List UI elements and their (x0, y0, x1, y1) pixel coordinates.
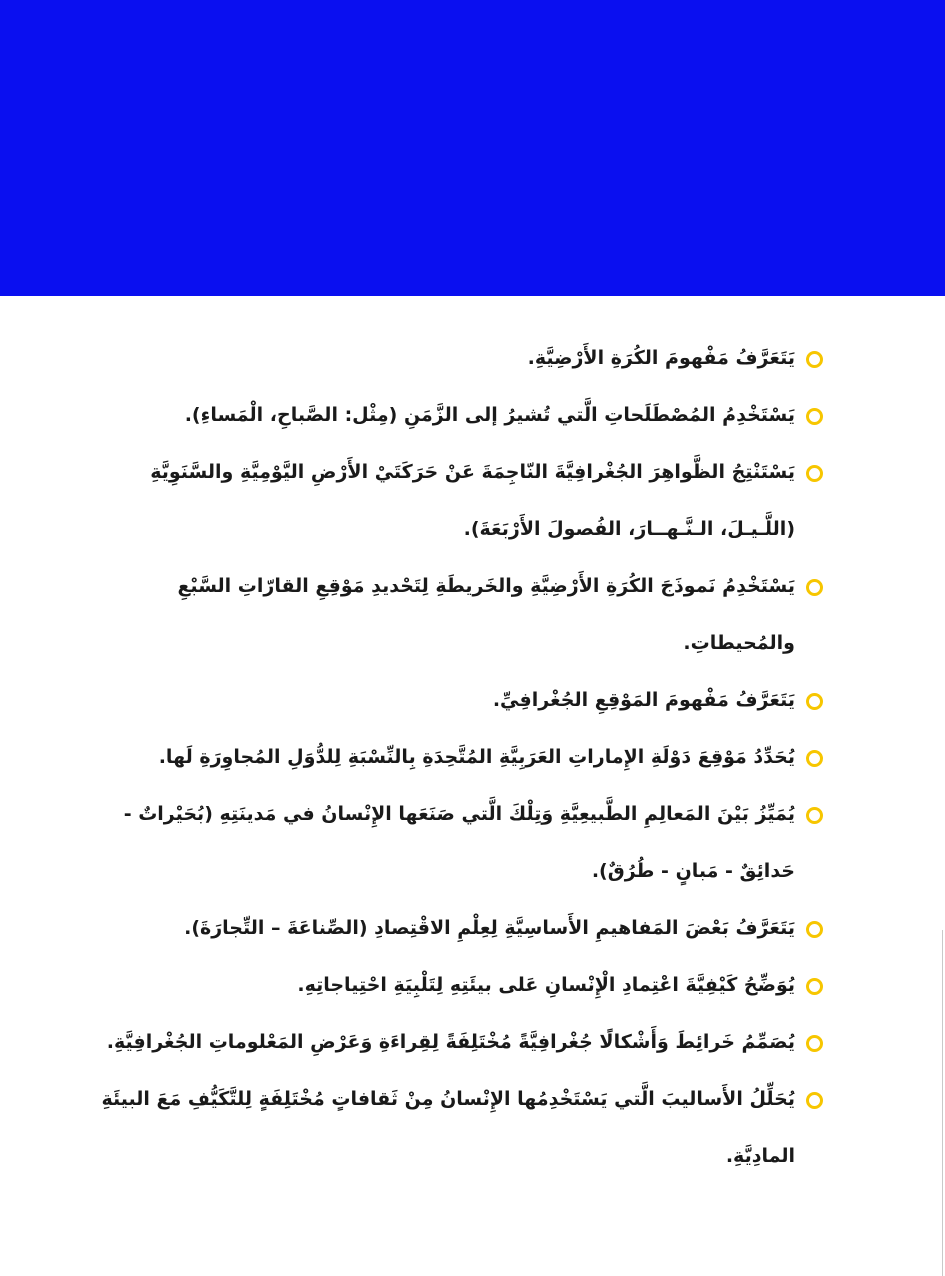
objective-item (95, 900, 823, 957)
circle-bullet-icon (806, 351, 823, 368)
circle-bullet-icon (806, 693, 823, 710)
objective-item (95, 558, 823, 672)
objective-text: يَتَعَرَّفُ بَعْضَ المَفاهيمِ الأَساسِيَّةِ لِعِلْمِ الاقْتِصادِ (الصِّناعَةَ – التِّجارَةَ). (184, 917, 795, 939)
objective-item (95, 387, 823, 444)
objective-text: يَتَعَرَّفُ مَفْهومَ المَوْقِعِ الجُغْرافِيِّ. (492, 689, 795, 711)
circle-bullet-icon (806, 750, 823, 767)
objective-text: يُوَضِّحُ كَيْفِيَّةَ اعْتِمادِ الْإِنْسانِ عَلى بيئَتِهِ لِتَلْبِيَةِ احْتِياجاتِهِ. (297, 974, 795, 996)
objectives-list (95, 330, 823, 1185)
circle-bullet-icon (806, 579, 823, 596)
objective-text: يُحَلِّلُ الأَساليبَ الَّتي يَسْتَخْدِمُها الإِنْسانُ مِنْ ثَقافاتٍ مُخْتَلِفَةٍ لِلتَّكَيُّفِ مَعَ البيئَةِ المادِيَّةِ. (101, 1088, 795, 1167)
objective-text: يُصَمِّمُ خَرائِطَ وَأَشْكالًا جُغْرافِيَّةً مُخْتَلِفَةً لِقِراءَةِ وَعَرْضِ المَعْلوماتِ الجُغْرافِيَّةِ. (106, 1031, 795, 1053)
objective-item (95, 1071, 823, 1185)
objective-item (95, 672, 823, 729)
objective-text: يَسْتَخْدِمُ نَموذَجَ الكُرَةِ الأَرْضِيَّةِ والخَريطَةِ لِتَحْديدِ مَوْقِعِ القارّاتِ السَّبْعِ والمُحيطاتِ. (177, 575, 795, 654)
circle-bullet-icon (806, 921, 823, 938)
objective-item (95, 1014, 823, 1071)
objective-text: يَسْتَخْدِمُ المُصْطَلَحاتِ الَّتي تُشيرُ إلى الزَّمَنِ (مِثْل: الصَّباحِ، الْمَساءِ). (184, 404, 795, 426)
objective-text: يُمَيِّزُ بَيْنَ المَعالِمِ الطَّبيعِيَّةِ وَتِلْكَ الَّتي صَنَعَها الإِنْسانُ في مَدينَتِهِ (بُحَيْراتٌ - حَدائِقٌ - مَبانٍ - طُرُقٌ). (123, 803, 795, 882)
circle-bullet-icon (806, 465, 823, 482)
objective-item (95, 330, 823, 387)
header-band (0, 0, 945, 296)
circle-bullet-icon (806, 408, 823, 425)
circle-bullet-icon (806, 1092, 823, 1109)
objective-item (95, 729, 823, 786)
objective-text: يَسْتَنْتِجُ الظَّواهِرَ الجُغْرافِيَّةَ النّاجِمَةَ عَنْ حَرَكَتَيْ الأَرْضِ اليَّوْمِيَّةِ والسَّنَوِيَّةِ (اللَّـيـلَ، الـنَّـهــارَ، الفُصولَ الأَرْبَعَةَ). (150, 461, 795, 540)
objective-item (95, 957, 823, 1014)
circle-bullet-icon (806, 807, 823, 824)
circle-bullet-icon (806, 978, 823, 995)
objective-text: يَتَعَرَّفُ مَفْهومَ الكُرَةِ الأَرْضِيَّةِ. (527, 347, 795, 369)
objective-item (95, 786, 823, 900)
page-edge-line (942, 930, 943, 1276)
objective-text: يُحَدِّدُ مَوْقِعَ دَوْلَةِ الإِماراتِ العَرَبِيَّةِ المُتَّحِدَةِ بِالنِّسْبَةِ لِلدُّوَلِ المُجاوِرَةِ لَها. (158, 746, 795, 768)
circle-bullet-icon (806, 1035, 823, 1052)
objective-item (95, 444, 823, 558)
